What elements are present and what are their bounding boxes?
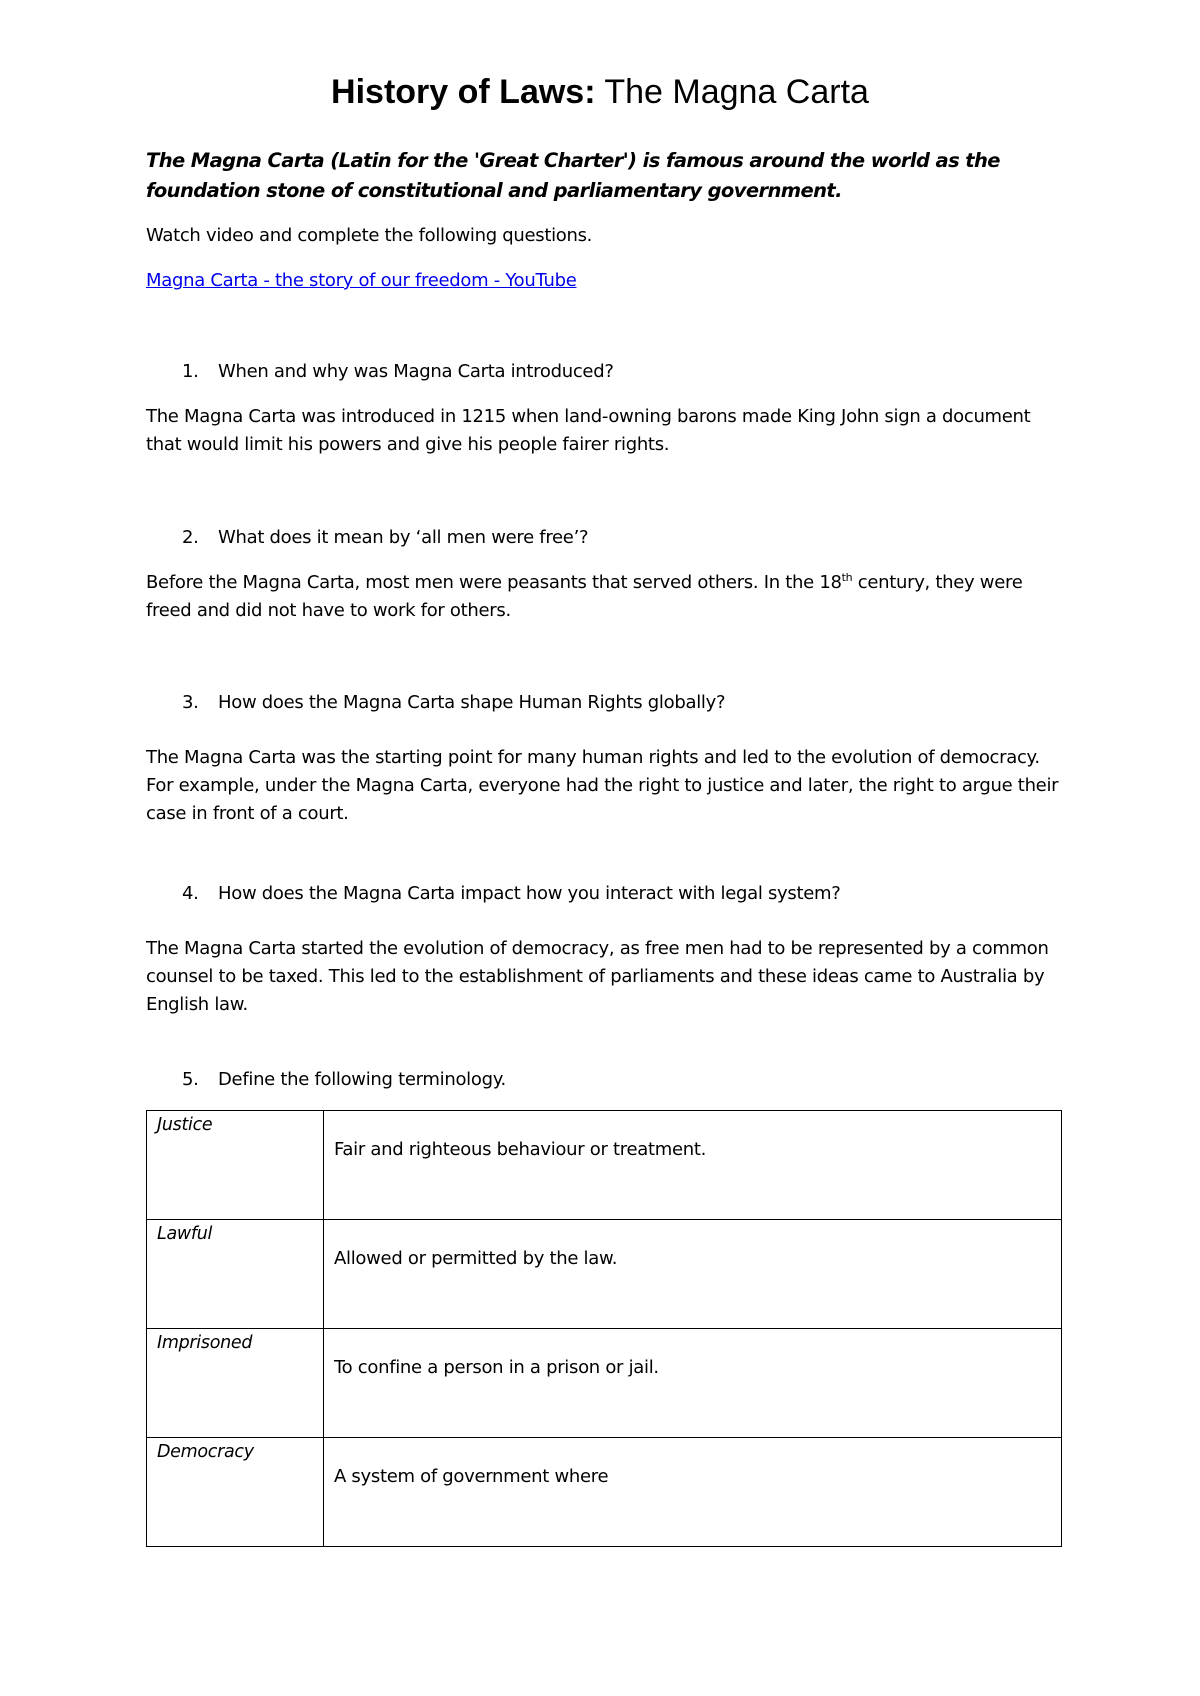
definition-cell: Fair and righteous behaviour or treatment. xyxy=(324,1111,1062,1220)
table-row xyxy=(147,1438,1062,1547)
intro-paragraph: The Magna Carta (Latin for the 'Great Charter') is famous around the world as the foundation stone of constitutional and parliamentary government. xyxy=(146,149,1000,202)
question-1 xyxy=(182,358,1062,386)
answer-1: The Magna Carta was introduced in 1215 when land-owning barons made King John sign a document that would limit his powers and give his people fairer rights. xyxy=(146,406,1031,455)
terminology-table xyxy=(146,1110,1062,1547)
question-text: How does the Magna Carta shape Human Rights globally? xyxy=(218,692,726,713)
question-3 xyxy=(182,689,1062,717)
definition-cell: A system of government where xyxy=(324,1438,1062,1547)
question-2 xyxy=(182,524,1062,552)
definition-cell: To confine a person in a prison or jail. xyxy=(324,1329,1062,1438)
table-row xyxy=(147,1220,1062,1329)
question-number: 3. xyxy=(182,692,199,713)
answer-2 xyxy=(146,569,1066,625)
table-row xyxy=(147,1111,1062,1220)
question-text: How does the Magna Carta impact how you interact with legal system? xyxy=(218,883,841,904)
term-cell: Lawful xyxy=(147,1220,324,1329)
answer-4: The Magna Carta started the evolution of democracy, as free men had to be represented by a common counsel to be taxed. This led to the establishment of parliaments and these ideas came to Australia by English law. xyxy=(146,938,1049,1015)
answer-3: The Magna Carta was the starting point for many human rights and led to the evolution of democracy. For example, under the Magna Carta, everyone had the right to justice and later, the right to argue their case in front of a court. xyxy=(146,747,1059,824)
term-cell: Imprisoned xyxy=(147,1329,324,1438)
question-text: When and why was Magna Carta introduced? xyxy=(218,361,614,382)
answer-2-part-1: Before the Magna Carta, most men were peasants that served others. In the 18 xyxy=(146,572,842,593)
question-4 xyxy=(182,880,1062,908)
video-link[interactable]: Magna Carta - the story of our freedom - YouTube xyxy=(146,270,577,291)
answer-2-superscript: th xyxy=(841,571,853,584)
title-bold-part: History of Laws: xyxy=(331,73,596,111)
question-number: 1. xyxy=(182,361,199,382)
question-number: 2. xyxy=(182,527,199,548)
term-cell: Democracy xyxy=(147,1438,324,1547)
table-row xyxy=(147,1329,1062,1438)
page-title xyxy=(0,70,1200,114)
question-text: Define the following terminology. xyxy=(218,1069,506,1090)
term-cell: Justice xyxy=(147,1111,324,1220)
title-rest: The Magna Carta xyxy=(595,73,869,111)
question-5 xyxy=(182,1066,1062,1094)
instruction-text: Watch video and complete the following questions. xyxy=(146,225,593,246)
question-text: What does it mean by ‘all men were free’? xyxy=(218,527,589,548)
definition-cell: Allowed or permitted by the law. xyxy=(324,1220,1062,1329)
question-number: 4. xyxy=(182,883,199,904)
answer-2-part-2: century, they were freed and did not have to work for others. xyxy=(146,572,1023,621)
question-number: 5. xyxy=(182,1069,199,1090)
